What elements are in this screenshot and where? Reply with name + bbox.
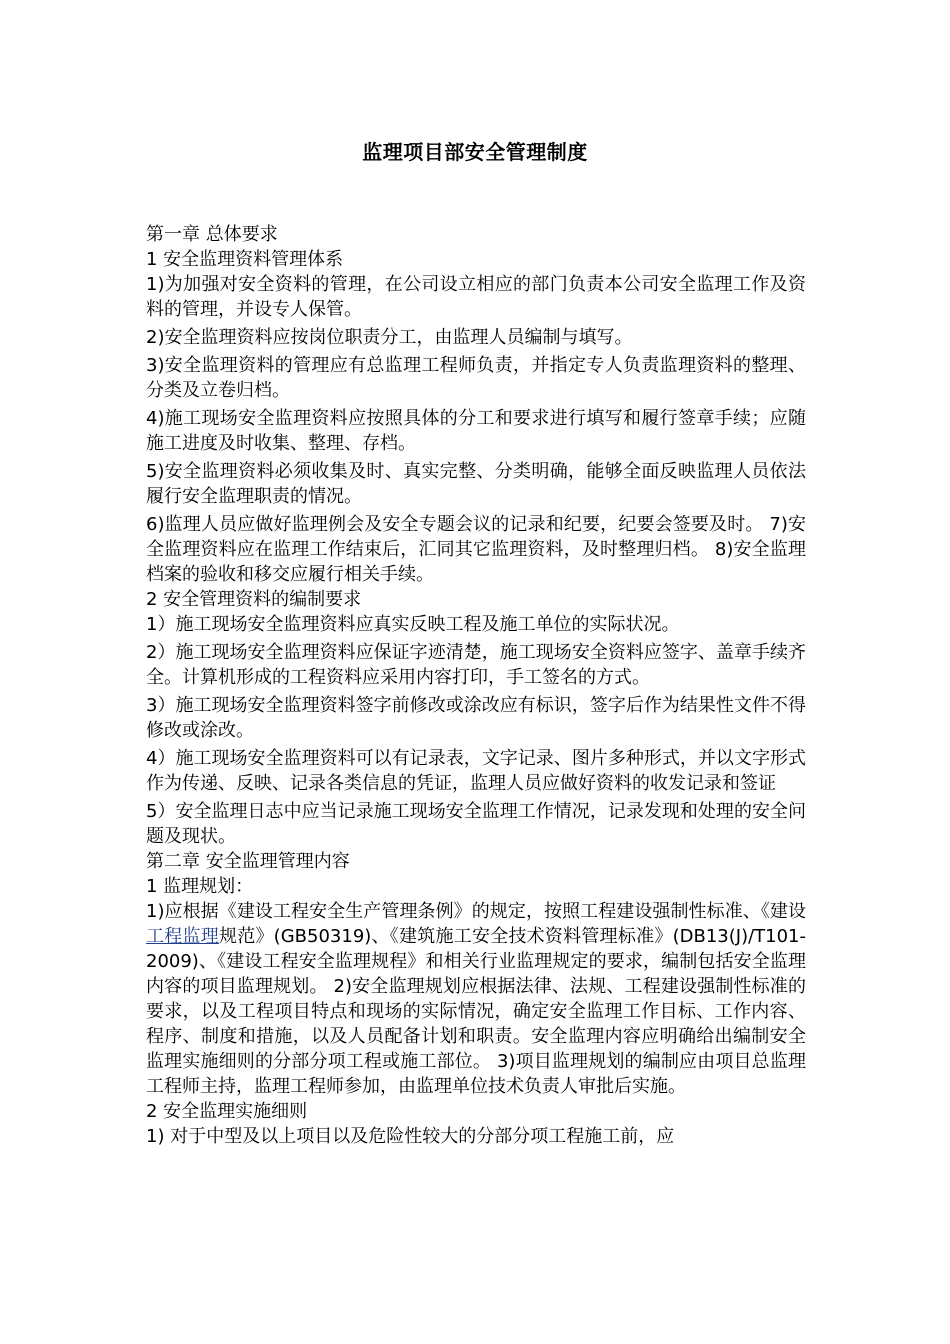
- section-heading: 1 安全监理资料管理体系: [146, 249, 344, 270]
- paragraph: 1)为加强对安全资料的管理，在公司设立相应的部门负责本公司安全监理工作及资料的管理，并设专人保管。: [146, 274, 806, 320]
- paragraph: 2）施工现场安全监理资料应保证字迹清楚，施工现场安全资料应签字、盖章手续齐全。计算机形成的工程资料应采用内容打印，手工签名的方式。: [146, 642, 806, 688]
- paragraph-with-link: [146, 899, 806, 1099]
- paragraph: 2)安全监理资料应按岗位职责分工，由监理人员编制与填写。: [146, 327, 633, 348]
- chapter-heading: 第一章 总体要求: [146, 224, 278, 245]
- chapter-heading: 第二章 安全监理管理内容: [146, 851, 350, 872]
- hyperlink[interactable]: 工程监理: [146, 926, 219, 947]
- paragraph: 1) 对于中型及以上项目以及危险性较大的分部分项工程施工前，应: [146, 1126, 675, 1147]
- section-heading: 2 安全监理实施细则: [146, 1101, 308, 1122]
- paragraph: 4)施工现场安全监理资料应按照具体的分工和要求进行填写和履行签章手续；应随施工进度及时收集、整理、存档。: [146, 408, 806, 454]
- paragraph-text: 规范》(GB50319)、《建筑施工安全技术资料管理标准》(DB13(J)/T101-2009)、《建设工程安全监理规程》和相关行业监理规定的要求，编制包括安全监理内容的项目监理规划。 2)安全监理规划应根据法律、法规、工程建设强制性标准的要求，以及工程项目特点和现场的实际情况，确定安全监理工作目标、工作内容、程序、制度和措施，以及人员配备计划和职责。安全监理内容应明确给出编制安全监理实施细则的分部分项工程或施工部位。 3)项目监理规划的编制应由项目总监理工程师主持，监理工程师参加，由监理单位技术负责人审批后实施。: [146, 926, 806, 1097]
- document-title: 监理项目部安全管理制度: [362, 140, 588, 164]
- paragraph: 5）安全监理日志中应当记录施工现场安全监理工作情况，记录发现和处理的安全问题及现状。: [146, 801, 806, 847]
- paragraph: 5)安全监理资料必须收集及时、真实完整、分类明确，能够全面反映监理人员依法履行安全监理职责的情况。: [146, 461, 806, 507]
- section-heading: 1 监理规划：: [146, 876, 254, 897]
- paragraph: 4）施工现场安全监理资料可以有记录表，文字记录、图片多种形式，并以文字形式作为传递、反映、记录各类信息的凭证，监理人员应做好资料的收发记录和签证: [146, 748, 806, 794]
- paragraph-text: 1)应根据《建设工程安全生产管理条例》的规定，按照工程建设强制性标准、《建设: [146, 901, 806, 922]
- section-heading: 2 安全管理资料的编制要求: [146, 589, 362, 610]
- paragraph: 6)监理人员应做好监理例会及安全专题会议的记录和纪要，纪要会签要及时。 7)安全监理资料应在监理工作结束后，汇同其它监理资料，及时整理归档。 8)安全监理档案的验收和移交应履行相关手续。: [146, 514, 806, 585]
- paragraph: 3）施工现场安全监理资料签字前修改或涂改应有标识，签字后作为结果性文件不得修改或涂改。: [146, 695, 806, 741]
- paragraph: 3)安全监理资料的管理应有总监理工程师负责，并指定专人负责监理资料的整理、分类及立卷归档。: [146, 355, 806, 401]
- document-body: [146, 222, 806, 1149]
- paragraph: 1）施工现场安全监理资料应真实反映工程及施工单位的实际状况。: [146, 614, 680, 635]
